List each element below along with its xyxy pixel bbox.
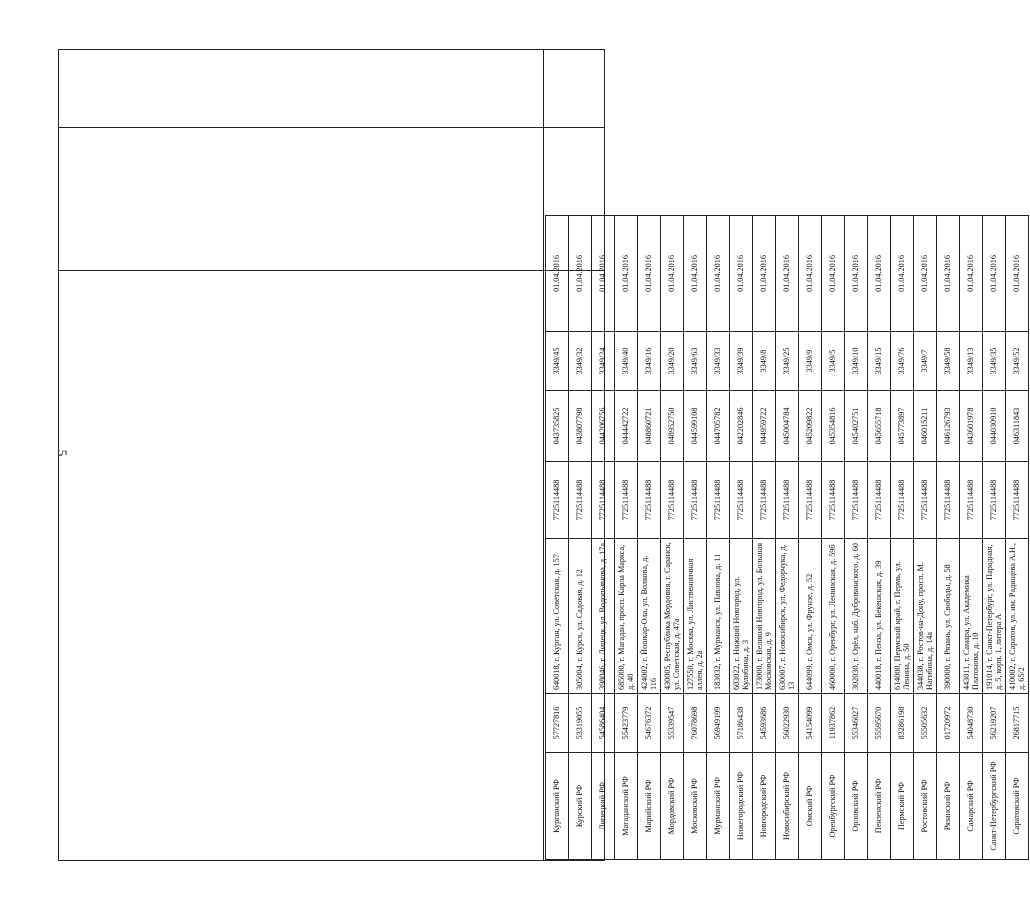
date-cell: 01.04.2016 [799,216,822,332]
date-cell: 01.04.2016 [845,216,868,332]
bik-cell: 044705782 [707,391,730,462]
date-cell: 01.04.2016 [707,216,730,332]
address-cell: 183032, г. Мурманск, ул. Павлова, д. 11 [707,539,730,694]
table-row [638,216,661,860]
date-cell: 01.04.2016 [546,216,569,332]
okpo-code-cell: 54048730 [960,694,983,753]
number-cell: 3349/33 [707,332,730,391]
address-cell: 410002, г. Саратов, ул. им. Радищева А.Н., д. 65/2 [1006,539,1029,694]
table-row [891,216,914,860]
address-cell: 390000, г. Рязань, ул. Свободы, д. 58 [937,539,960,694]
region-cell: Пензенский РФ [868,753,891,860]
date-cell: 01.04.2016 [776,216,799,332]
address-cell: 630007, г. Новосибирск, ул. Федорчука, д. 13 [776,539,799,694]
okpo-code-cell: 56022930 [776,694,799,753]
inn-cell: 7725114488 [891,462,914,539]
number-cell: 3349/20 [661,332,684,391]
inn-cell: 7725114488 [684,462,707,539]
date-cell: 01.04.2016 [1006,216,1029,332]
inn-cell: 7725114488 [638,462,661,539]
address-cell: 430005, Республика Мордовия, г. Саранск, ул. Советская, д. 47а [661,539,684,694]
okpo-code-cell: 54593686 [753,694,776,753]
okpo-code-cell: 54676372 [638,694,661,753]
date-cell: 01.04.2016 [638,216,661,332]
bik-cell: 044599108 [684,391,707,462]
region-cell: Московский РФ [684,753,707,860]
address-cell: 640018, г. Курган, ул. Советская, д. 157 [546,539,569,694]
bik-cell: 043601978 [960,391,983,462]
number-cell: 3349/76 [891,332,914,391]
okpo-code-cell: 01720972 [937,694,960,753]
number-cell: 3349/63 [684,332,707,391]
bik-cell: 048952750 [661,391,684,462]
number-cell: 3349/39 [730,332,753,391]
address-cell: 305004, г. Курск, ул. Садовая, д. 12 [569,539,592,694]
number-cell: 3349/58 [937,332,960,391]
address-cell: 191014, г. Санкт-Петербург, ул. Парадная, д. 5, корп. 1, литера А [983,539,1006,694]
bik-cell: 048860721 [638,391,661,462]
address-cell: 440018, г. Пенза, ул. Бекешская, д. 39 [868,539,891,694]
date-cell: 01.04.2016 [937,216,960,332]
region-cell: Новгородский РФ [753,753,776,860]
table-row [914,216,937,860]
okpo-code-cell: 83286198 [891,694,914,753]
date-cell: 01.04.2016 [684,216,707,332]
okpo-code-cell: 26817715 [1006,694,1029,753]
inn-cell: 7725114488 [569,462,592,539]
date-cell: 01.04.2016 [753,216,776,332]
okpo-code-cell: 55339547 [661,694,684,753]
number-cell: 3349/32 [569,332,592,391]
region-cell: Курский РФ [569,753,592,860]
address-cell: 443011, г. Самара, ул. Академика Платонова, д. 10 [960,539,983,694]
address-cell: 398046, г. Липецк, ул. Водопьянова, д. 17а [592,539,615,694]
address-cell: 460000, г. Оренбург, ул. Ленинская, д. 59б [822,539,845,694]
bik-cell: 046126793 [937,391,960,462]
bik-cell: 046311843 [1006,391,1029,462]
bik-cell: 045655718 [868,391,891,462]
region-cell: Мурманский РФ [707,753,730,860]
bik-cell: 045773897 [891,391,914,462]
inn-cell: 7725114488 [776,462,799,539]
bik-cell: 045004784 [776,391,799,462]
inn-cell: 7725114488 [546,462,569,539]
number-cell: 3349/25 [776,332,799,391]
table-row [546,216,569,860]
date-cell: 01.04.2016 [891,216,914,332]
frame-divider [59,127,604,128]
number-cell: 3349/35 [983,332,1006,391]
table-row [753,216,776,860]
table-row [845,216,868,860]
region-cell: Самарский РФ [960,753,983,860]
inn-cell: 7725114488 [1006,462,1029,539]
number-cell: 3349/13 [960,332,983,391]
address-cell: 127550, г. Москва, ул. Лиственничная аллея, д. 2а [684,539,707,694]
date-cell: 01.04.2016 [569,216,592,332]
frame-divider [543,50,544,860]
date-cell: 01.04.2016 [592,216,615,332]
region-cell: Орловский РФ [845,753,868,860]
date-cell: 01.04.2016 [983,216,1006,332]
bik-cell: 044206756 [592,391,615,462]
okpo-code-cell: 57727816 [546,694,569,753]
address-cell: 424002, г. Йошкар-Ола, ул. Волкова, д. 116 [638,539,661,694]
inn-cell: 7725114488 [753,462,776,539]
date-cell: 01.04.2016 [822,216,845,332]
table-row [960,216,983,860]
region-cell: Рязанский РФ [937,753,960,860]
inn-cell: 7725114488 [937,462,960,539]
bik-cell: 044442722 [615,391,638,462]
inn-cell: 7725114488 [661,462,684,539]
inn-cell: 7725114488 [845,462,868,539]
table-row [707,216,730,860]
number-cell: 3349/40 [615,332,638,391]
table-row [569,216,592,860]
okpo-code-cell: 57186438 [730,694,753,753]
okpo-code-cell: 11937862 [822,694,845,753]
okpo-code-cell: 54586404 [592,694,615,753]
date-cell: 01.04.2016 [730,216,753,332]
table-row [684,216,707,860]
address-cell: 614000, Пермский край, г. Пермь, ул. Ленина, д. 50 [891,539,914,694]
table-row [983,216,1006,860]
okpo-code-cell: 53319055 [569,694,592,753]
region-cell: Ростовский РФ [914,753,937,860]
table-row [868,216,891,860]
date-cell: 01.04.2016 [960,216,983,332]
address-cell: 302030, г. Орёл, наб. Дубровинского, д. 60 [845,539,868,694]
table-row [661,216,684,860]
region-cell: Мордовский РФ [661,753,684,860]
number-cell: 3349/8 [753,332,776,391]
table-row [615,216,638,860]
okpo-code-cell: 55595670 [868,694,891,753]
address-cell: 344038, г. Ростов-на-Дону, просп. М. Нагибина, д. 14а [914,539,937,694]
region-cell: Новосибирский РФ [776,753,799,860]
region-cell: Липецкий РФ [592,753,615,860]
okpo-code-cell: 55346027 [845,694,868,753]
number-cell: 3349/45 [546,332,569,391]
date-cell: 01.04.2016 [914,216,937,332]
region-cell: Оренбургский РФ [822,753,845,860]
page-frame [58,49,605,861]
bik-cell: 045354816 [822,391,845,462]
okpo-code-cell: 56949199 [707,694,730,753]
bik-cell: 044030910 [983,391,1006,462]
region-cell: Саратовский РФ [1006,753,1029,860]
okpo-code-cell: 76078698 [684,694,707,753]
table-row [730,216,753,860]
address-cell: 603022, г. Нижний Новгород, ул. Кулибина, д. 3 [730,539,753,694]
inn-cell: 7725114488 [707,462,730,539]
inn-cell: 7725114488 [799,462,822,539]
region-cell: Пермский РФ [891,753,914,860]
number-cell: 3349/52 [1006,332,1029,391]
region-cell: Омский РФ [799,753,822,860]
bik-cell: 045402751 [845,391,868,462]
address-cell: 644099, г. Омск, ул. Фрунзе, д. 52 [799,539,822,694]
address-cell: 173000, г. Великий Новгород, ул. Большая Московская, д. 9 [753,539,776,694]
region-cell: Марийский РФ [638,753,661,860]
number-cell: 3349/9 [799,332,822,391]
date-cell: 01.04.2016 [868,216,891,332]
inn-cell: 7725114488 [592,462,615,539]
bik-cell: 046015211 [914,391,937,462]
inn-cell: 7725114488 [730,462,753,539]
inn-cell: 7725114488 [983,462,1006,539]
inn-cell: 7725114488 [960,462,983,539]
frame-divider [59,270,604,271]
number-cell: 3349/5 [822,332,845,391]
region-cell: Магаданский РФ [615,753,638,860]
number-cell: 3349/16 [638,332,661,391]
table-row [1006,216,1029,860]
date-cell: 01.04.2016 [661,216,684,332]
region-cell: Санкт-Петербургский РФ [983,753,1006,860]
table-row [937,216,960,860]
inn-cell: 7725114488 [868,462,891,539]
table-row [592,216,615,860]
inn-cell: 7725114488 [822,462,845,539]
bik-cell: 043807798 [569,391,592,462]
page-number: 5 [55,449,70,457]
inn-cell: 7725114488 [615,462,638,539]
date-cell: 01.04.2016 [615,216,638,332]
bik-cell: 044959722 [753,391,776,462]
bik-cell: 043735825 [546,391,569,462]
address-cell: 685000, г. Магадан, просп. Карла Маркса, д. 40 [615,539,638,694]
number-cell: 3349/24 [592,332,615,391]
organizations-table [545,215,1029,860]
organizations-table-container [545,255,1030,860]
okpo-code-cell: 55505632 [914,694,937,753]
table-row [799,216,822,860]
region-cell: Курганский РФ [546,753,569,860]
okpo-code-cell: 56219207 [983,694,1006,753]
region-cell: Нижегородский РФ [730,753,753,860]
number-cell: 3349/15 [868,332,891,391]
okpo-code-cell: 54154099 [799,694,822,753]
table-row [776,216,799,860]
bik-cell: 042202846 [730,391,753,462]
number-cell: 3349/10 [845,332,868,391]
number-cell: 3349/7 [914,332,937,391]
okpo-code-cell: 55423779 [615,694,638,753]
bik-cell: 045209822 [799,391,822,462]
inn-cell: 7725114488 [914,462,937,539]
table-row [822,216,845,860]
